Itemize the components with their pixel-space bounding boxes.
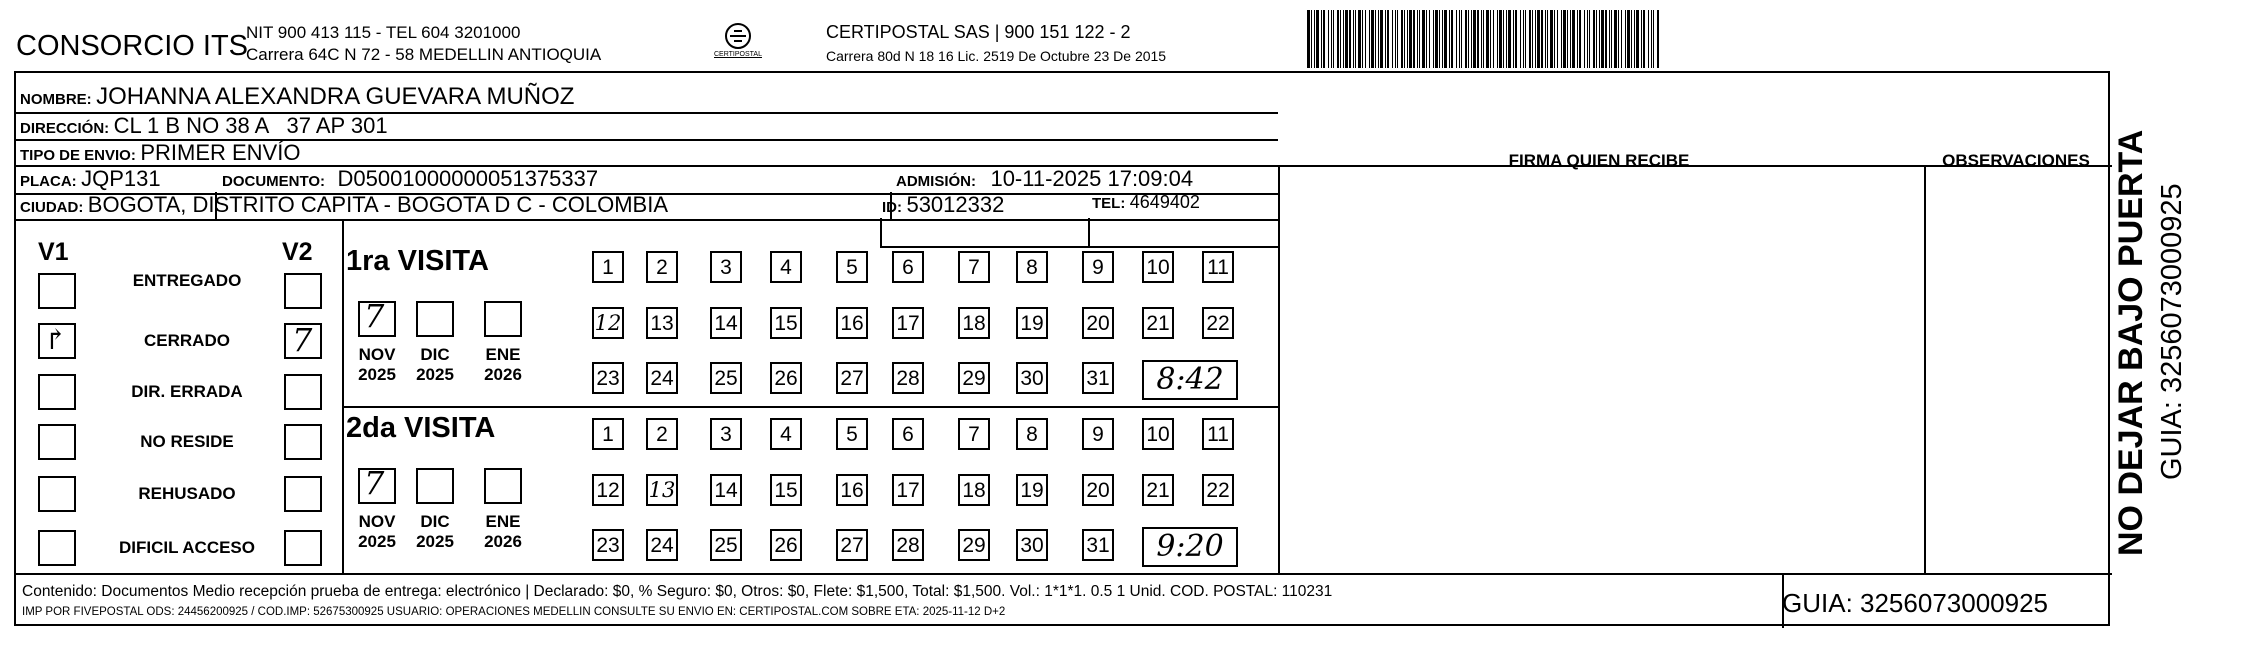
status-v1-checkbox[interactable] (38, 530, 76, 566)
visit2-day-box[interactable]: 20 (1082, 474, 1114, 506)
v2-mark: 7 (292, 321, 313, 359)
status-label: DIR. ERRADA (131, 382, 243, 401)
visit1-day-box[interactable]: 2 (646, 251, 678, 283)
visit1-day-box[interactable]: 11 (1202, 251, 1234, 283)
side-guia-text: GUIA: 3256073000925 (2156, 183, 2188, 480)
placa-field (20, 166, 161, 192)
status-v2-checkbox[interactable] (284, 273, 322, 309)
visit1-day-box[interactable]: 12 (592, 307, 624, 339)
visit2-day-box[interactable]: 22 (1202, 474, 1234, 506)
visit2-year-label: 2026 (484, 532, 522, 551)
v1-mark: ↱ (44, 323, 68, 356)
visit2-day-box[interactable]: 11 (1202, 418, 1234, 450)
visit2-day-box[interactable]: 3 (710, 418, 742, 450)
status-v2-checkbox[interactable] (284, 476, 322, 512)
visit1-day-box[interactable]: 14 (710, 307, 742, 339)
visit1-day-box[interactable]: 19 (1016, 307, 1048, 339)
visit1-day-box[interactable]: 13 (646, 307, 678, 339)
visit1-month-checkbox[interactable] (416, 301, 454, 337)
visit2-day-box[interactable]: 28 (892, 529, 924, 561)
visit2-month-checkbox[interactable] (416, 468, 454, 504)
visit2-day-box[interactable]: 25 (710, 529, 742, 561)
v1-header: V1 (38, 238, 69, 266)
visit2-day-box[interactable]: 2 (646, 418, 678, 450)
visit1-month-checkbox[interactable] (484, 301, 522, 337)
footer-content: Contenido: Documentos Medio recepción prueba de entrega: electrónico | Declarado: $0, % Seguro: $0, Otros: $0, Flete: $1,500, Total: $1,500. Vol.: 1*1*1. 0.5 1 Unid. COD. POSTAL: 110231 (22, 583, 1333, 600)
ciudad-value: BOGOTA, DISTRITO CAPITA - BOGOTA D C - COLOMBIA (87, 192, 668, 217)
visit1-day-box[interactable]: 15 (770, 307, 802, 339)
tel-label: TEL: (1092, 195, 1126, 212)
status-label: ENTREGADO (132, 271, 242, 290)
visit1-day-box[interactable]: 29 (958, 362, 990, 394)
admision-value: 10-11-2025 17:09:04 (990, 166, 1194, 191)
visit1-day-box[interactable]: 21 (1142, 307, 1174, 339)
visit1-year-label: 2025 (416, 365, 454, 384)
carrier-name: CERTIPOSTAL SAS | 900 151 122 - 2 (826, 22, 1131, 42)
company-name: CONSORCIO ITS (16, 30, 249, 62)
status-v2-checkbox[interactable] (284, 530, 322, 566)
visit2-month-label: ENE (485, 512, 521, 531)
visit2-day-box[interactable]: 13 (646, 474, 678, 506)
tipo-label: TIPO DE ENVIO: (20, 147, 136, 164)
visit2-month-label: NOV (358, 512, 396, 531)
visit1-day-box[interactable]: 24 (646, 362, 678, 394)
visit2-day-box[interactable]: 27 (836, 529, 868, 561)
visit1-day-box[interactable]: 3 (710, 251, 742, 283)
observaciones-header: OBSERVACIONES (1942, 151, 2090, 170)
nombre-value: JOHANNA ALEXANDRA GUEVARA MUÑOZ (96, 83, 575, 110)
status-v1-checkbox[interactable] (38, 476, 76, 512)
status-label: REHUSADO (138, 484, 236, 503)
visit1-day-box[interactable]: 30 (1016, 362, 1048, 394)
status-v2-checkbox[interactable] (284, 374, 322, 410)
visit2-day-box[interactable]: 23 (592, 529, 624, 561)
visit1-title: 1ra VISITA (346, 245, 489, 277)
tipo-envio-field (20, 140, 300, 166)
direccion-label: DIRECCIÓN: (20, 120, 110, 137)
visit1-day-box[interactable]: 25 (710, 362, 742, 394)
visit1-day-box[interactable]: 1 (592, 251, 624, 283)
visit2-time[interactable]: 9:20 (1142, 527, 1238, 567)
visit1-month-label: DIC (420, 345, 450, 364)
visit2-year-label: 2025 (358, 532, 396, 551)
visit1-day-box[interactable]: 5 (836, 251, 868, 283)
placa-label: PLACA: (20, 173, 77, 190)
visit2-day-box[interactable]: 7 (958, 418, 990, 450)
footer-guia: GUIA: 3256073000925 (1782, 588, 2048, 618)
tipo-value: PRIMER ENVÍO (140, 140, 301, 165)
admision-label: ADMISIÓN: (896, 173, 976, 190)
visit1-day-box[interactable]: 9 (1082, 251, 1114, 283)
visit1-day-box[interactable]: 28 (892, 362, 924, 394)
visit2-day-box[interactable]: 16 (836, 474, 868, 506)
visit1-day-box[interactable]: 6 (892, 251, 924, 283)
documento-value: D05001000000051375337 (337, 166, 599, 191)
ciudad-label: CIUDAD: (20, 199, 84, 216)
visit2-day-box[interactable]: 24 (646, 529, 678, 561)
id-field (882, 192, 1004, 218)
visit2-month-checkbox[interactable] (358, 464, 396, 504)
visit2-day-box[interactable]: 12 (592, 474, 624, 506)
status-v2-checkbox[interactable] (284, 424, 322, 460)
visit1-day-box[interactable]: 10 (1142, 251, 1174, 283)
visit1-day-box[interactable]: 16 (836, 307, 868, 339)
visit2-month-label: DIC (420, 512, 450, 531)
visit1-month-mark: 7 (364, 297, 385, 335)
visit1-day-box[interactable]: 4 (770, 251, 802, 283)
nombre-label: NOMBRE: (20, 91, 92, 108)
status-v1-checkbox[interactable] (38, 374, 76, 410)
no-dejar-text: NO DEJAR BAJO PUERTA (2112, 129, 2150, 556)
visit2-day-box[interactable]: 6 (892, 418, 924, 450)
visit1-time[interactable]: 8:42 (1142, 360, 1238, 400)
visit1-day-box[interactable]: 27 (836, 362, 868, 394)
admision-field (896, 166, 1193, 192)
status-label: NO RESIDE (140, 432, 234, 451)
footer-imp: IMP POR FIVEPOSTAL ODS: 24456200925 / COD.IMP: 52675300925 USUARIO: OPERACIONES MEDELLIN CONSULTE SU ENVIO EN: CERTIPOSTAL.COM SOBRE ETA: 2025-11-12 D+2 (22, 606, 1006, 618)
visit2-month-mark: 7 (364, 464, 385, 502)
visit2-day-box[interactable]: 19 (1016, 474, 1048, 506)
status-v1-checkbox[interactable] (38, 273, 76, 309)
status-v1-checkbox[interactable] (38, 424, 76, 460)
visit2-day-box[interactable]: 10 (1142, 418, 1174, 450)
visit2-day-box[interactable]: 18 (958, 474, 990, 506)
visit2-day-box[interactable]: 31 (1082, 529, 1114, 561)
documento-field (222, 166, 598, 192)
ciudad-field (20, 192, 668, 218)
id-value: 53012332 (906, 192, 1005, 217)
visit1-month-label: NOV (358, 345, 396, 364)
visit1-day-box[interactable]: 23 (592, 362, 624, 394)
direccion-value: CL 1 B NO 38 A 37 AP 301 (113, 113, 388, 138)
id-label: ID: (882, 199, 902, 216)
status-label: DIFICIL ACCESO (118, 538, 255, 557)
visit1-day-box[interactable]: 31 (1082, 362, 1114, 394)
visit2-title: 2da VISITA (346, 412, 496, 444)
firma-header: FIRMA QUIEN RECIBE (1508, 151, 1690, 170)
visit1-year-label: 2025 (358, 365, 396, 384)
visit2-day-box[interactable]: 30 (1016, 529, 1048, 561)
barcode-bar (1659, 10, 1660, 68)
visit2-year-label: 2025 (416, 532, 454, 551)
visit1-month-label: ENE (485, 345, 521, 364)
visit2-day-box[interactable]: 14 (710, 474, 742, 506)
visit1-day-box[interactable]: 26 (770, 362, 802, 394)
visit1-day-box[interactable]: 22 (1202, 307, 1234, 339)
carrier-address: Carrera 80d N 18 16 Lic. 2519 De Octubre 23 De 2015 (826, 48, 1167, 64)
company-nit: NIT 900 413 115 - TEL 604 3201000 (246, 23, 521, 42)
visit1-day-box[interactable]: 17 (892, 307, 924, 339)
v2-header: V2 (282, 238, 313, 266)
visit2-day-box[interactable]: 15 (770, 474, 802, 506)
visit2-day-box[interactable]: 1 (592, 418, 624, 450)
visit2-day-box[interactable]: 4 (770, 418, 802, 450)
visit1-day-box[interactable]: 8 (1016, 251, 1048, 283)
company-address: Carrera 64C N 72 - 58 MEDELLIN ANTIOQUIA (246, 45, 602, 64)
direccion-field (20, 113, 388, 139)
visit2-day-box[interactable]: 5 (836, 418, 868, 450)
visit1-year-label: 2026 (484, 365, 522, 384)
status-v2-checkbox[interactable] (284, 323, 322, 359)
tel-field (1092, 192, 1200, 213)
placa-value: JQP131 (81, 166, 161, 191)
status-v1-checkbox[interactable] (38, 323, 76, 359)
nombre-field (20, 83, 574, 111)
certipostal-logo (708, 18, 768, 68)
barcode (1307, 10, 1942, 68)
visit1-day-box[interactable]: 20 (1082, 307, 1114, 339)
visit2-day-box[interactable]: 29 (958, 529, 990, 561)
visit2-day-box[interactable]: 8 (1016, 418, 1048, 450)
visit2-day-box[interactable]: 21 (1142, 474, 1174, 506)
logo-text: CERTIPOSTAL (714, 51, 762, 58)
documento-label: DOCUMENTO: (222, 173, 326, 190)
status-label: CERRADO (144, 331, 230, 350)
visit2-day-box[interactable]: 9 (1082, 418, 1114, 450)
visit1-day-box[interactable]: 18 (958, 307, 990, 339)
visit2-month-checkbox[interactable] (484, 468, 522, 504)
visit2-day-box[interactable]: 17 (892, 474, 924, 506)
tel-value: 4649402 (1129, 192, 1200, 212)
visit1-day-box[interactable]: 7 (958, 251, 990, 283)
visit2-day-box[interactable]: 26 (770, 529, 802, 561)
visit1-month-checkbox[interactable] (358, 297, 396, 337)
